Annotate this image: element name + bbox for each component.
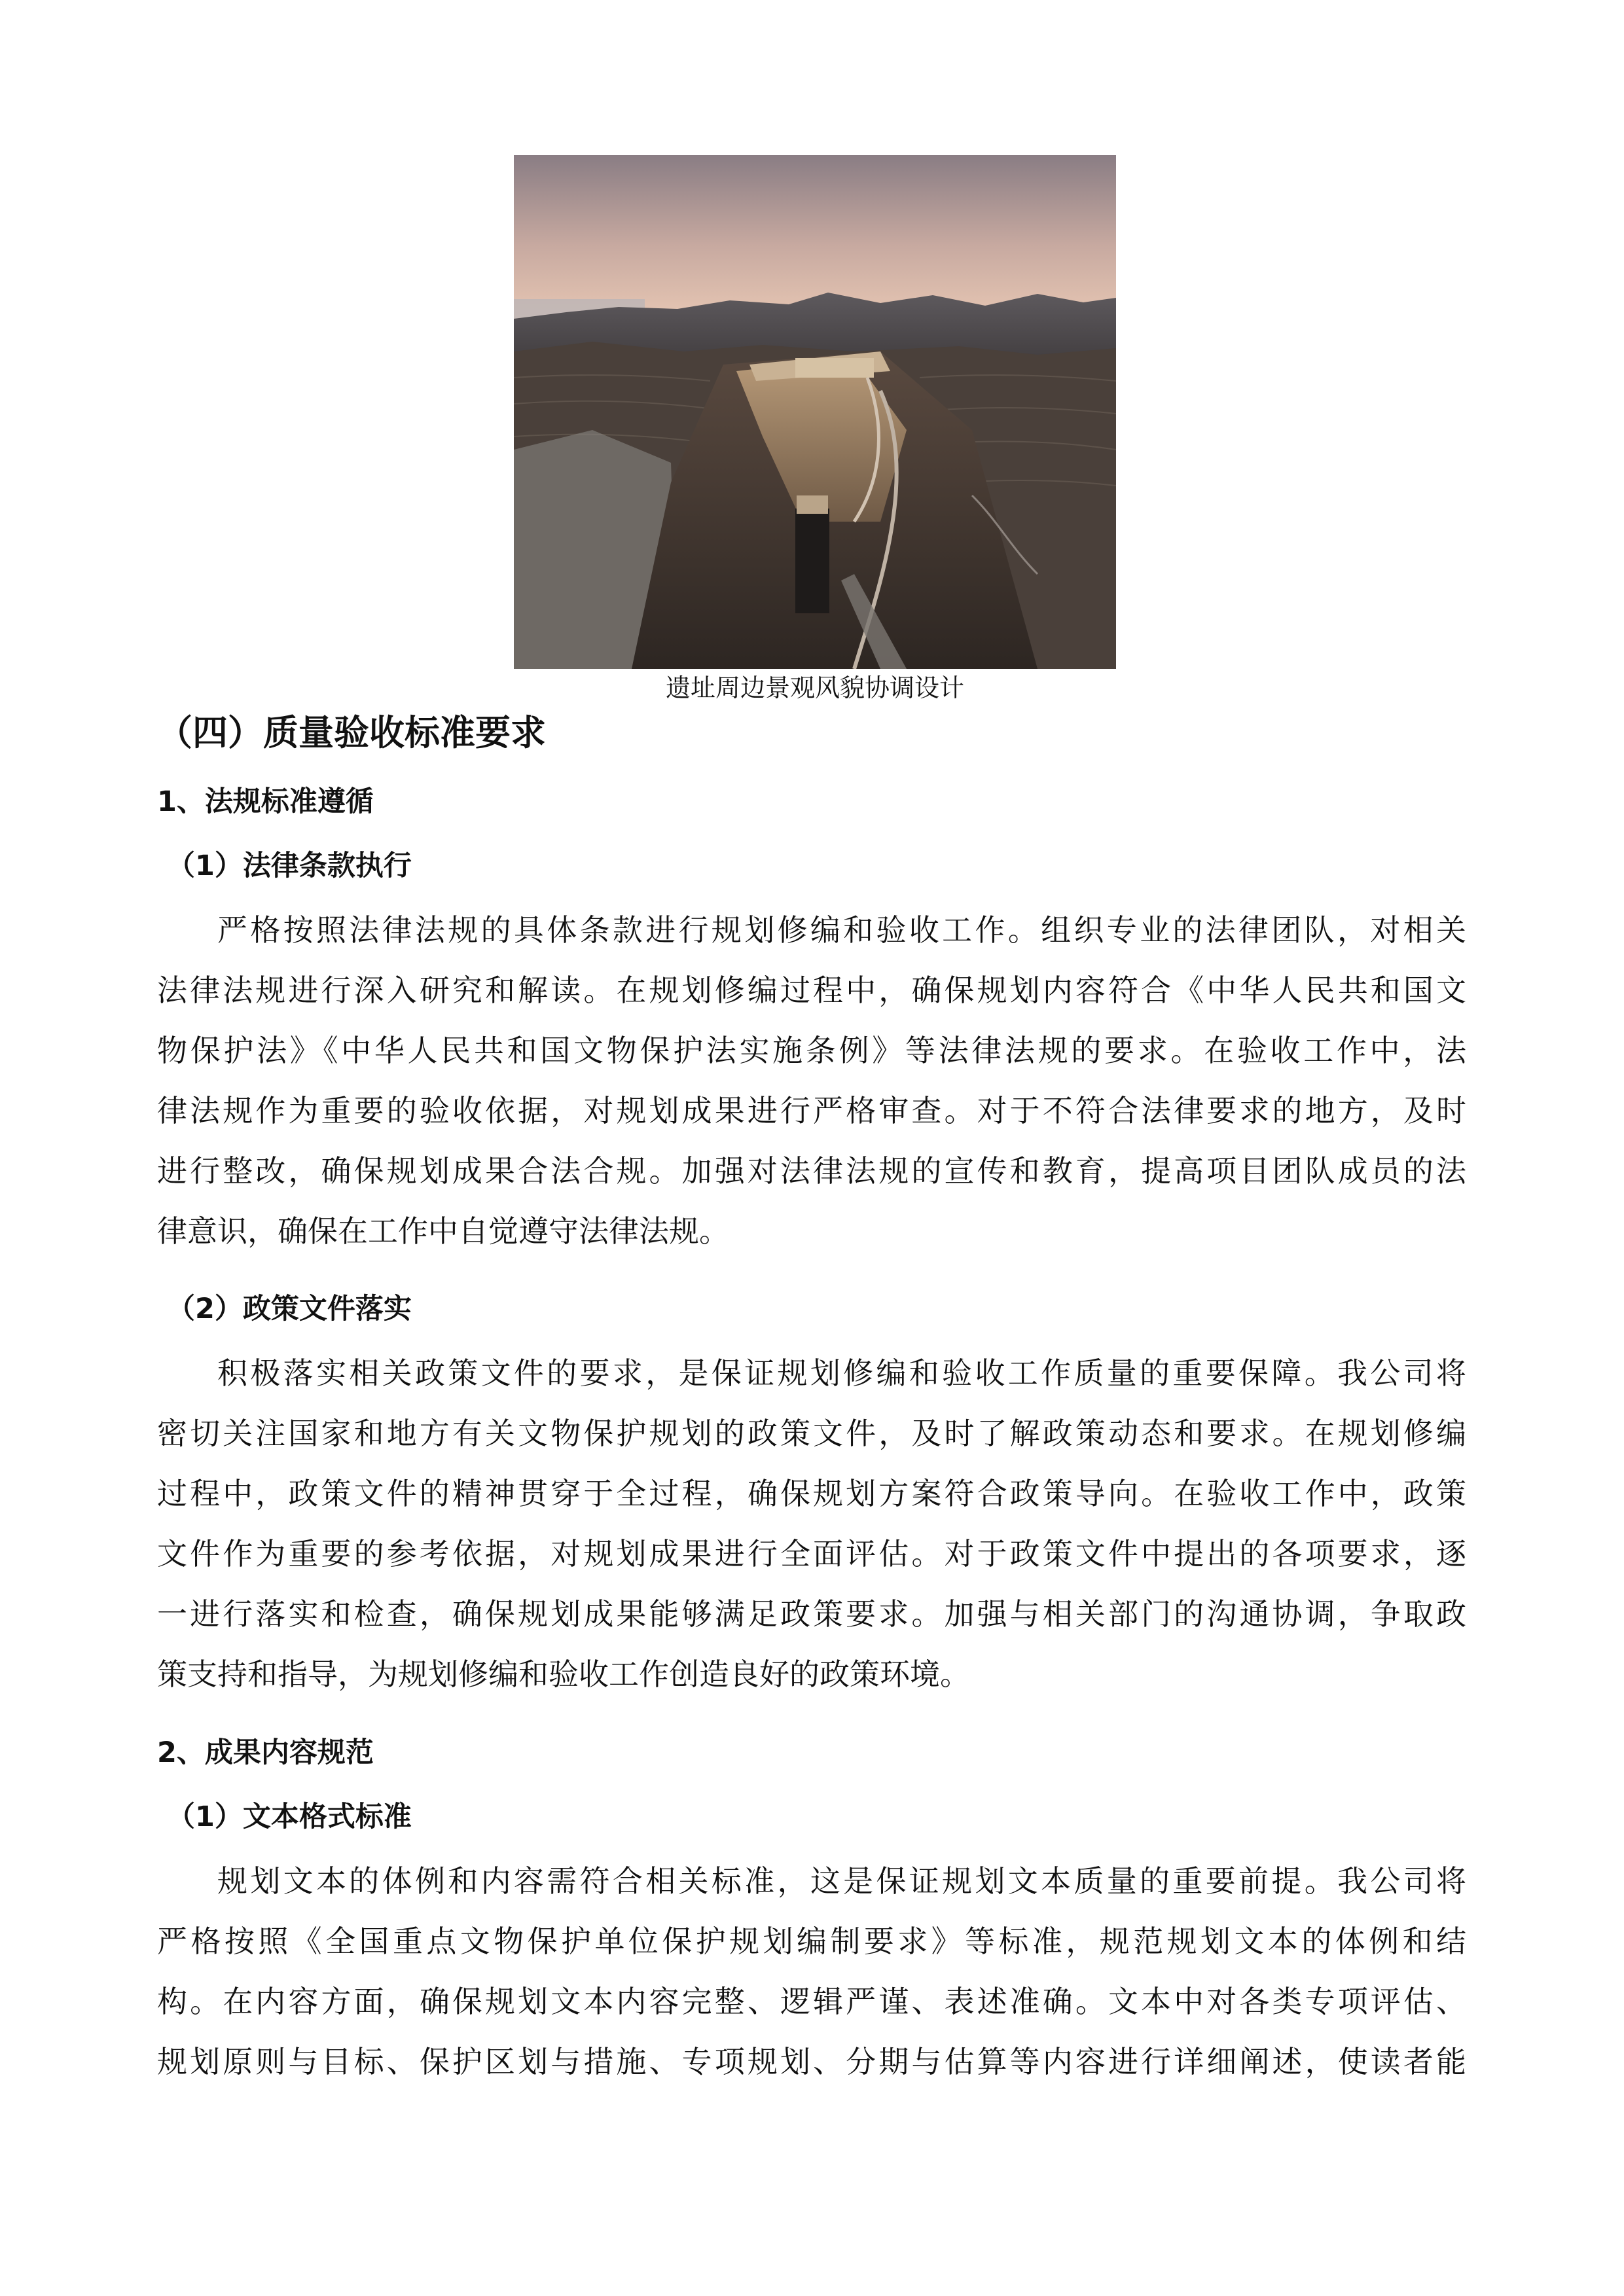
part-1-heading: 1、法规标准遵循 (157, 785, 374, 818)
site-landscape-photo (514, 155, 1116, 669)
figure-caption: 遗址周边景观风貌协调设计 (665, 673, 964, 702)
item-2-1-paragraph (157, 1851, 1466, 2092)
paragraph-line: 积极落实相关政策文件的要求，是保证规划修编和验收工作质量的重要保障。我公司将 (217, 1355, 1466, 1391)
paragraph-line: 律法规作为重要的验收依据，对规划成果进行严格审查。对于不符合法律要求的地方，及时 (157, 1093, 1466, 1128)
paragraph-line: 一进行落实和检查，确保规划成果能够满足政策要求。加强与相关部门的沟通协调，争取政 (157, 1596, 1466, 1632)
paragraph-line: 法律法规进行深入研究和解读。在规划修编过程中，确保规划内容符合《中华人民共和国文 (157, 973, 1466, 1008)
paragraph-line: 物保护法》《中华人民共和国文物保护法实施条例》等法律法规的要求。在验收工作中，法 (157, 1033, 1466, 1068)
landscape-illustration (514, 155, 1116, 669)
paragraph-line: 进行整改，确保规划成果合法合规。加强对法律法规的宣传和教育，提高项目团队成员的法 (157, 1153, 1466, 1189)
section-title: （四）质量验收标准要求 (157, 712, 546, 753)
item-2-1-heading: （1）文本格式标准 (167, 1801, 412, 1833)
item-1-2-heading: （2）政策文件落实 (167, 1293, 412, 1325)
paragraph-line: 规划文本的体例和内容需符合相关标准，这是保证规划文本质量的重要前提。我公司将 (217, 1863, 1466, 1899)
paragraph-line: 密切关注国家和地方有关文物保护规划的政策文件，及时了解政策动态和要求。在规划修编 (157, 1416, 1466, 1451)
paragraph-line: 严格按照《全国重点文物保护单位保护规划编制要求》等标准，规范规划文本的体例和结 (157, 1924, 1466, 1959)
paragraph-line: 律意识，确保在工作中自觉遵守法律法规。 (157, 1213, 729, 1249)
item-1-1-paragraph (157, 900, 1466, 1261)
paragraph-line: 文件作为重要的参考依据，对规划成果进行全面评估。对于政策文件中提出的各项要求，逐 (157, 1536, 1466, 1571)
paragraph-line: 严格按照法律法规的具体条款进行规划修编和验收工作。组织专业的法律团队，对相关 (217, 912, 1466, 948)
item-1-2-paragraph (157, 1343, 1466, 1704)
paragraph-line: 过程中，政策文件的精神贯穿于全过程，确保规划方案符合政策导向。在验收工作中，政策 (157, 1476, 1466, 1511)
paragraph-line: 构。在内容方面，确保规划文本内容完整、逻辑严谨、表述准确。文本中对各类专项评估、 (157, 1984, 1466, 2019)
paragraph-line: 规划原则与目标、保护区划与措施、专项规划、分期与估算等内容进行详细阐述，使读者能 (157, 2044, 1466, 2079)
part-2-heading: 2、成果内容规范 (157, 1736, 374, 1769)
item-1-1-heading: （1）法律条款执行 (167, 850, 412, 882)
paragraph-line: 策支持和指导，为规划修编和验收工作创造良好的政策环境。 (157, 1657, 970, 1692)
